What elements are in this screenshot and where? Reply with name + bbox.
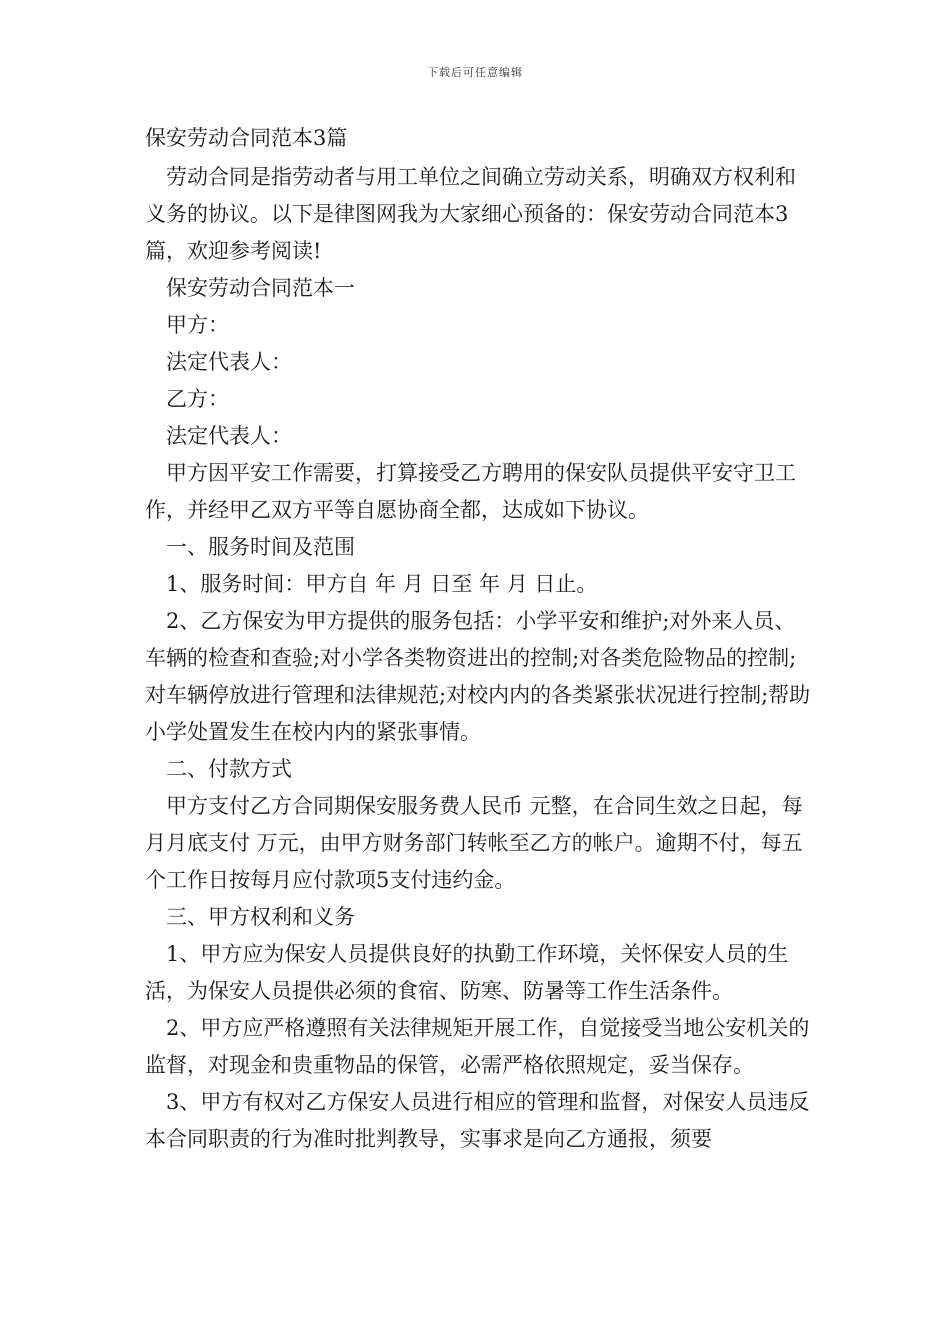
document-title: 保安劳动合同范本3篇 — [145, 126, 348, 150]
section-title: 保安劳动合同范本一 — [166, 276, 355, 300]
service-time-item: 1、服务时间：甲方自 年 月 日至 年 月 日止。 — [166, 572, 598, 596]
party-a-item-2: 2、甲方应严格遵照有关法律规矩开展工作，自觉接受当地公安机关的监督，对现金和贵重物品的保管，必需严格依照规定，妥当保存。 — [145, 1016, 810, 1077]
heading-payment: 二、付款方式 — [166, 757, 292, 781]
intro-paragraph: 劳动合同是指劳动者与用工单位之间确立劳动关系，明确双方权利和义务的协议。以下是律图网我为大家细心预备的：保安劳动合同范本3篇，欢迎参考阅读! — [145, 165, 796, 263]
payment-paragraph: 甲方支付乙方合同期保安服务费人民币 元整，在合同生效之日起，每月月底支付 万元，由甲方财务部门转帐至乙方的帐户。逾期不付，每五个工作日按每月应付款项5支付违约金。 — [145, 794, 803, 892]
document-body — [145, 120, 813, 1158]
party-b-line: 乙方： — [166, 387, 229, 411]
heading-service-scope: 一、服务时间及范围 — [166, 535, 355, 559]
party-a-item-3: 3、甲方有权对乙方保安人员进行相应的管理和监督，对保安人员违反本合同职责的行为准时批判教导，实事求是向乙方通报，须要 — [145, 1090, 810, 1151]
header-note: 下载后可任意编辑 — [427, 66, 523, 79]
service-content-item: 2、乙方保安为甲方提供的服务包括：小学平安和维护;对外来人员、车辆的检查和查验;对小学各类物资进出的控制;对各类危险物品的控制;对车辆停放进行管理和法律规范;对校内内的各类紧张状况进行控制;帮助小学处置发生在校内内的紧张事情。 — [145, 609, 811, 744]
heading-party-a-rights: 三、甲方权利和义务 — [166, 905, 355, 929]
legal-rep-a-line: 法定代表人： — [166, 350, 292, 374]
preamble-paragraph: 甲方因平安工作需要，打算接受乙方聘用的保安队员提供平安守卫工作，并经甲乙双方平等自愿协商全都，达成如下协议。 — [145, 461, 796, 522]
party-a-line: 甲方： — [166, 313, 229, 337]
legal-rep-b-line: 法定代表人： — [166, 424, 292, 448]
party-a-item-1: 1、甲方应为保安人员提供良好的执勤工作环境，关怀保安人员的生活，为保安人员提供必须的食宿、防寒、防暑等工作生活条件。 — [145, 942, 789, 1003]
